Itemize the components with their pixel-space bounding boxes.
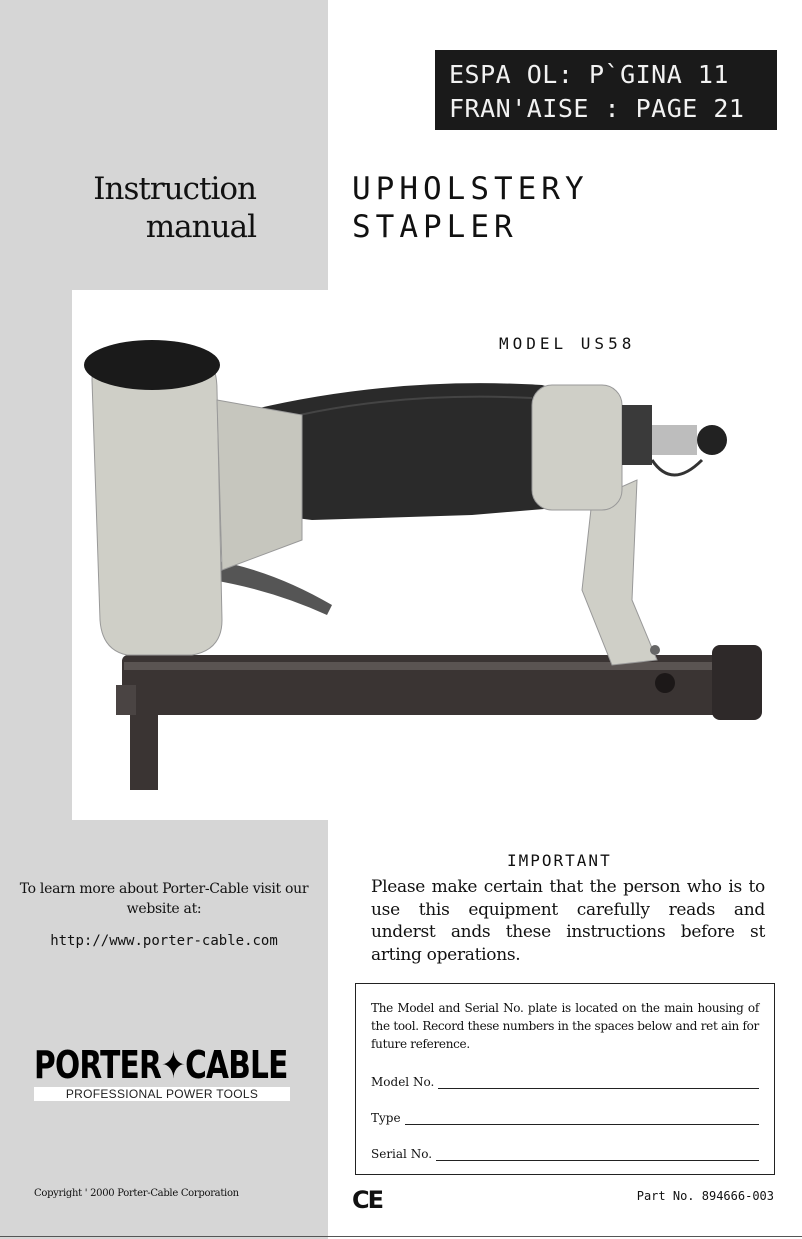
model-field-line[interactable] <box>438 1072 759 1089</box>
type-field[interactable] <box>371 1101 759 1125</box>
product-title-line-2: STAPLER <box>352 209 518 245</box>
record-note: The Model and Serial No. plate is located on the main housing of the tool. Record these numbers in the spaces below and ret ain for future reference. <box>371 1001 759 1051</box>
type-field-label: Type <box>371 1111 401 1125</box>
website-link[interactable]: http://www.porter-cable.com <box>50 933 278 949</box>
model-field-label: Model No. <box>371 1075 435 1089</box>
part-number: Part No. 894666-003 <box>636 1189 774 1203</box>
record-box <box>355 983 775 1175</box>
ce-mark-icon: CE <box>352 1186 383 1214</box>
manual-title <box>93 170 256 246</box>
product-title <box>352 170 589 246</box>
porter-cable-logo <box>34 1045 290 1101</box>
important-heading: IMPORTANT <box>507 851 612 870</box>
bottom-rule <box>0 1236 802 1237</box>
lang-line-1: ESPA OL: P`GINA 11 <box>449 60 729 89</box>
product-title-line-1: UPHOLSTERY <box>352 171 589 207</box>
manual-title-line-2: manual <box>145 209 256 245</box>
manual-title-line-1: Instruction <box>93 171 256 207</box>
logo-wordmark: PORTER✦CABLE <box>34 1043 288 1087</box>
language-box <box>435 50 777 130</box>
serial-field[interactable] <box>371 1137 759 1161</box>
learn-more-text: To learn more about Porter-Cable visit our website at: <box>19 881 309 917</box>
type-field-line[interactable] <box>405 1108 759 1125</box>
model-field[interactable] <box>371 1065 759 1089</box>
lang-line-2: FRAN'AISE : PAGE 21 <box>449 94 745 123</box>
product-photo <box>72 290 802 820</box>
important-body: Please make certain that the person who is to use this equipment carefully reads and underst ands these instructions before st arting operations. <box>371 877 765 965</box>
serial-field-line[interactable] <box>436 1144 759 1161</box>
serial-field-label: Serial No. <box>371 1147 433 1161</box>
model-number: MODEL US58 <box>499 334 636 353</box>
stapler-icon <box>72 290 802 820</box>
copyright: Copyright ' 2000 Porter-Cable Corporation <box>34 1188 239 1199</box>
logo-tagline: PROFESSIONAL POWER TOOLS <box>34 1087 290 1101</box>
